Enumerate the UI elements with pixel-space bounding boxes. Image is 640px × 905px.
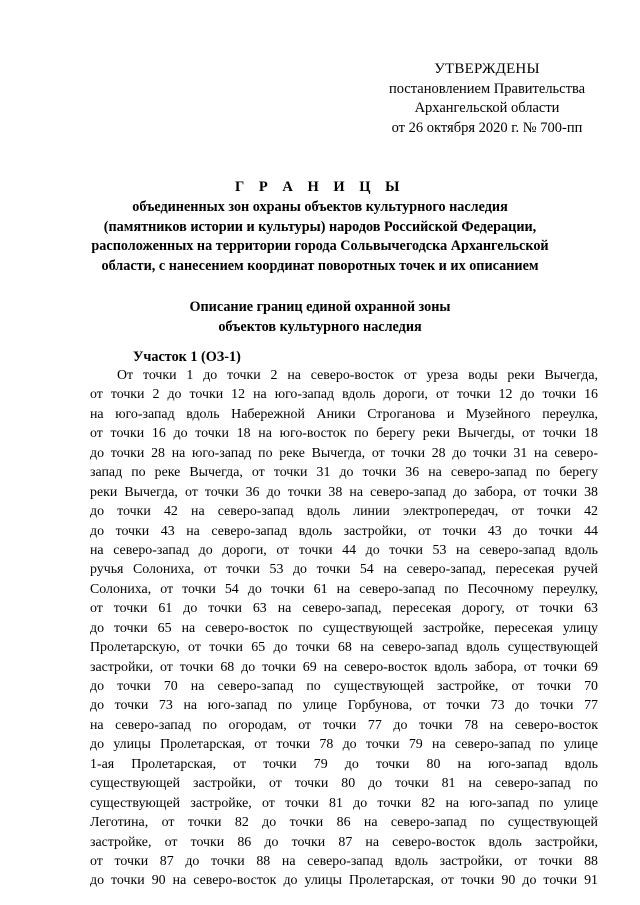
paragraph-line: на северо-запад по огородам, от точки 77 до точки 78 на северо-восток (90, 717, 598, 733)
paragraph-line: до точки 28 на юго-запад по реке Вычегда, от точки 28 до точки 31 на северо- (90, 445, 598, 461)
approval-title: УТВЕРЖДЕНЫ (434, 61, 540, 77)
paragraph-line: на северо-запад до дороги, от точки 44 до точки 53 на северо-запад вдоль (90, 542, 598, 558)
paragraph-line: от точки 87 до точки 88 на северо-запад вдоль застройки, от точки 88 (90, 853, 598, 869)
paragraph-line: Пролетарскую, от точки 65 до точки 68 на северо-запад вдоль существующей (90, 640, 598, 656)
paragraph-line: 1-ая Пролетарская, от точки 79 до точки 80 на юго-запад вдоль (90, 756, 598, 772)
section-title-line: объектов культурного наследия (218, 318, 422, 335)
paragraph-line: до точки 42 на северо-запад вдоль линии электропередач, от точки 42 (90, 504, 598, 520)
document-heading (80, 178, 560, 277)
paragraph-line: от точки 2 до точки 12 на юго-запад вдоль дороги, от точки 12 до точки 16 (90, 387, 598, 403)
heading-line: области, с нанесением координат поворотных точек и их описанием (101, 258, 539, 275)
paragraph-line: существующей застройки, от точки 80 до точки 81 на северо-запад по (90, 776, 598, 792)
approval-line: постановлением Правительства (388, 80, 586, 97)
paragraph-line: Солониха, от точки 54 до точки 61 на северо-запад по Песочному переулку, (90, 581, 598, 597)
paragraph-line: застройке, от точки 86 до точки 87 на северо-восток вдоль застройки, (90, 834, 598, 850)
paragraph-line: от точки 16 до точки 18 на юго-восток по берегу реки Вычегды, от точки 18 (90, 426, 598, 442)
paragraph-line: до точки 90 на северо-восток до улицы Пролетарская, от точки 90 до точки 91 (90, 873, 598, 889)
paragraph-line: до точки 73 на юго-запад по улице Горбунова, от точки 73 до точки 77 (90, 698, 598, 714)
paragraph-line: до точки 70 на северо-запад по существующей застройке, от точки 70 (90, 679, 598, 694)
area-heading: Участок 1 (ОЗ-1) (133, 349, 241, 365)
paragraph-line: до точки 43 на северо-запад вдоль застройки, от точки 43 до точки 44 (90, 523, 598, 539)
paragraph-line: ручья Солониха, от точки 53 до точки 54 на северо-запад, пересекая ручей (90, 562, 598, 578)
paragraph-line: Леготина, от точки 82 до точки 86 на северо-запад по существующей (90, 815, 598, 831)
section-title (140, 298, 500, 338)
paragraph-line: на юго-запад вдоль Набережной Аники Строганова и Музейного переулка, (90, 406, 598, 422)
heading-title: Г Р А Н И Ц Ы (235, 179, 405, 195)
approval-line: от 26 октября 2020 г. № 700-пп (391, 119, 583, 136)
paragraph-line: до улицы Пролетарская, от точки 78 до точки 79 на северо-запад по улице (90, 737, 598, 753)
paragraph-line: до точки 65 на северо-восток по существующей застройке, пересекая улицу (90, 620, 598, 636)
heading-line: объединенных зон охраны объектов культурного наследия (132, 198, 508, 215)
paragraph-line: существующей застройке, от точки 81 до точки 82 на юго-запад по улице (90, 795, 598, 811)
paragraph-line: застройки, от точки 68 до точки 69 на северо-восток вдоль забора, от точки 69 (90, 659, 598, 675)
paragraph-line: От точки 1 до точки 2 на северо-восток от уреза воды реки Вычегда, (117, 368, 598, 383)
section-title-line: Описание границ единой охранной зоны (189, 299, 451, 315)
heading-line: расположенных на территории города Сольвычегодска Архангельской (91, 238, 549, 255)
paragraph-line: от точки 61 до точки 63 на северо-запад, пересекая дорогу, от точки 63 (90, 601, 598, 617)
paragraph-line: реки Вычегда, от точки 36 до точки 38 на северо-запад до забора, от точки 38 (90, 484, 598, 500)
approval-stamp (372, 60, 602, 138)
approval-line: Архангельской области (414, 100, 560, 116)
paragraph-line: запад по реке Вычегда, от точки 31 до точки 36 на северо-запад по берегу (90, 465, 598, 481)
heading-line: (памятников истории и культуры) народов Российской Федерации, (103, 218, 537, 235)
area-description (90, 366, 598, 891)
